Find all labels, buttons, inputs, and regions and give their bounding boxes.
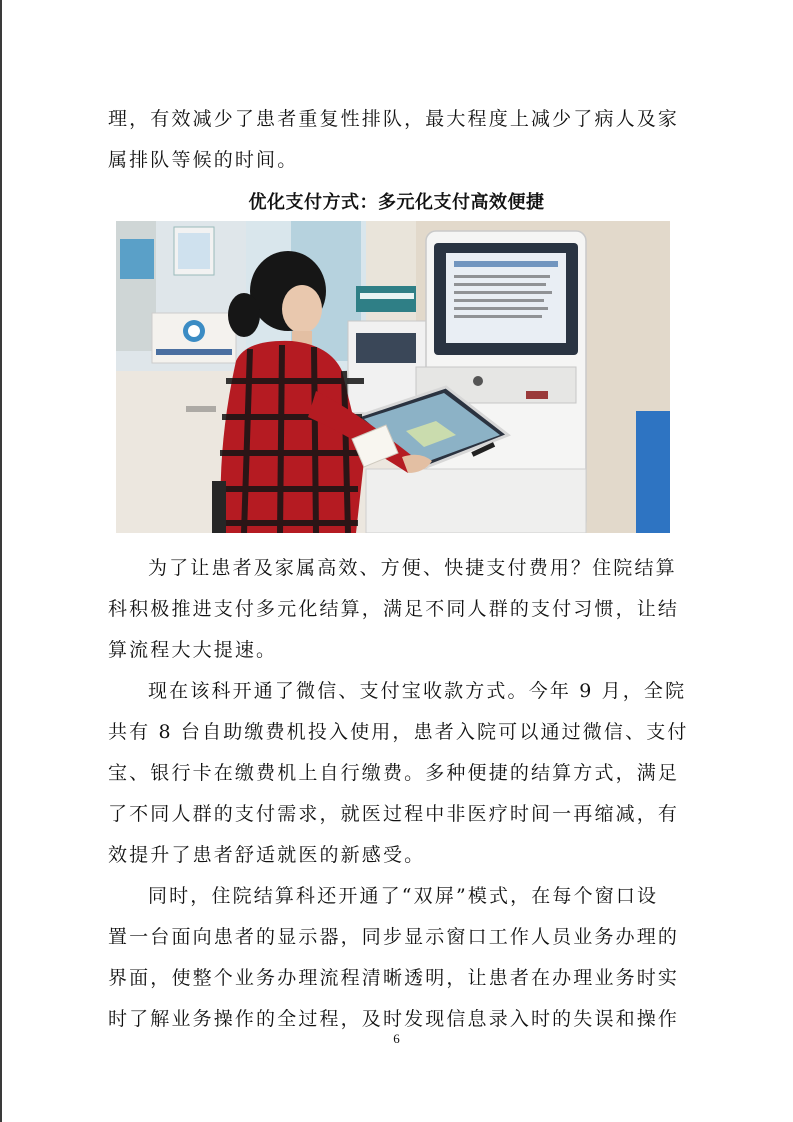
page-number: 6 bbox=[393, 1031, 400, 1046]
body-line: 科积极推进支付多元化结算，满足不同人群的支付习惯，让结 bbox=[108, 598, 680, 620]
body-line: 时了解业务操作的全过程，及时发现信息录入时的失误和操作 bbox=[108, 1008, 680, 1030]
body-line: 现在该科开通了微信、支付宝收款方式。今年 9 月，全院 bbox=[148, 680, 687, 702]
section-heading: 优化支付方式：多元化支付高效便捷 bbox=[248, 192, 545, 213]
body-line: 属排队等候的时间。 bbox=[108, 149, 299, 171]
body-line: 了不同人群的支付需求，就医过程中非医疗时间一再缩减，有 bbox=[108, 803, 680, 825]
body-line: 宝、银行卡在缴费机上自行缴费。多种便捷的结算方式，满足 bbox=[108, 762, 680, 784]
page-border bbox=[0, 0, 2, 1122]
body-line: 效提升了患者舒适就医的新感受。 bbox=[108, 844, 426, 866]
body-line: 同时，住院结算科还开通了“双屏”模式，在每个窗口设 bbox=[148, 885, 659, 907]
body-line: 为了让患者及家属高效、方便、快捷支付费用？住院结算 bbox=[148, 557, 677, 579]
body-line: 置一台面向患者的显示器，同步显示窗口工作人员业务办理的 bbox=[108, 926, 680, 948]
body-line: 界面，使整个业务办理流程清晰透明，让患者在办理业务时实 bbox=[108, 967, 680, 989]
kiosk-photo bbox=[116, 221, 670, 533]
body-line: 共有 8 台自助缴费机投入使用，患者入院可以通过微信、支付 bbox=[108, 721, 689, 743]
body-line: 算流程大大提速。 bbox=[108, 639, 278, 661]
body-line: 理，有效减少了患者重复性排队，最大程度上减少了病人及家 bbox=[108, 108, 680, 130]
